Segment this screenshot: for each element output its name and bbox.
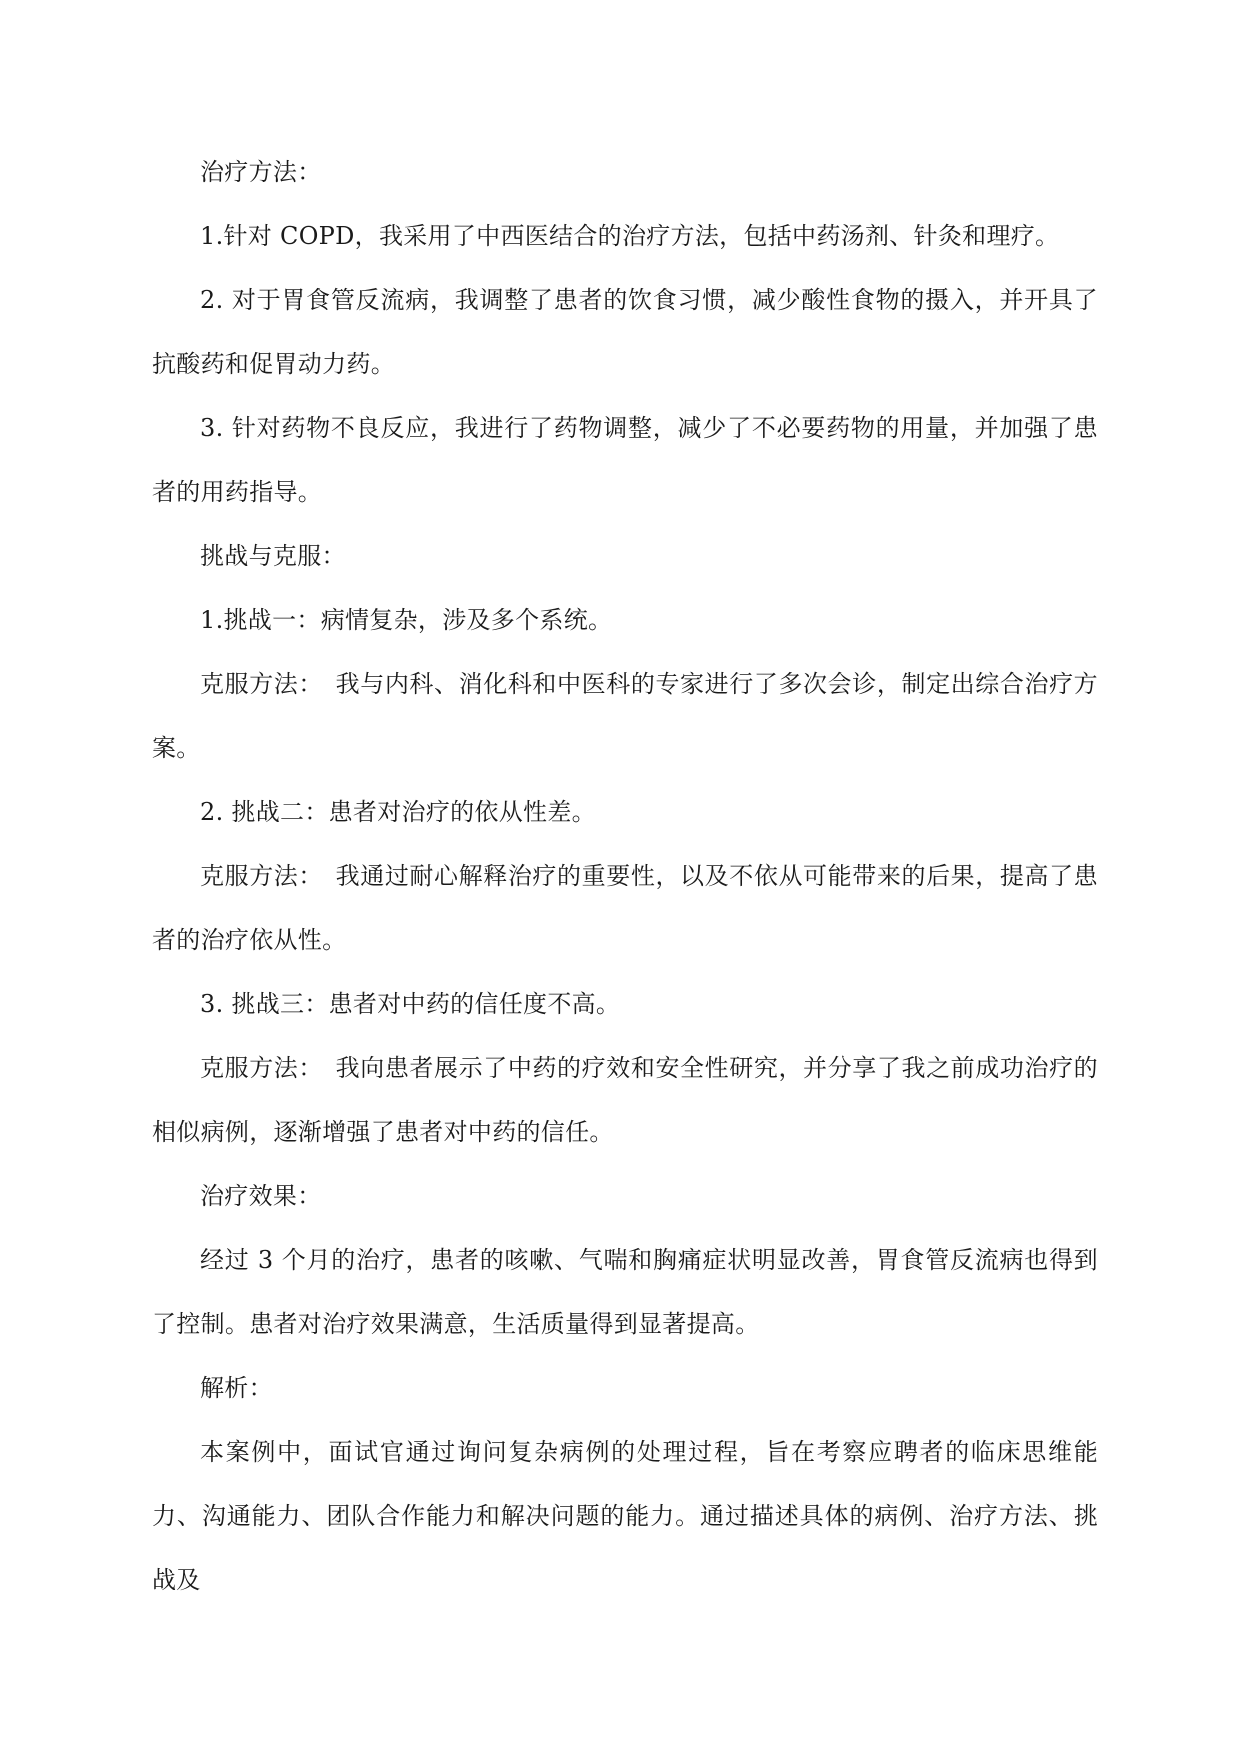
solution-1: 克服方法： 我与内科、消化科和中医科的专家进行了多次会诊，制定出综合治疗方案。 [152,670,1098,762]
treatment-item-2: 2. 对于胃食管反流病，我调整了患者的饮食习惯，减少酸性食物的摄入，并开具了抗酸药和促胃动力药。 [152,286,1098,378]
solution-2: 克服方法： 我通过耐心解释治疗的重要性，以及不依从可能带来的后果，提高了患者的治疗依从性。 [152,862,1098,954]
section-heading-treatment: 治疗方法： [200,158,322,186]
challenge-2: 2. 挑战二：患者对治疗的依从性差。 [200,798,596,826]
challenge-1: 1.挑战一：病情复杂，涉及多个系统。 [200,606,613,634]
challenge-3: 3. 挑战三：患者对中药的信任度不高。 [200,990,621,1018]
document-body [152,140,1098,1612]
section-heading-challenges: 挑战与克服： [200,542,346,570]
treatment-item-1: 1.针对 COPD，我采用了中西医结合的治疗方法，包括中药汤剂、针灸和理疗。 [200,222,1060,250]
section-heading-outcome: 治疗效果： [200,1182,322,1210]
treatment-item-3: 3. 针对药物不良反应，我进行了药物调整，减少了不必要药物的用量，并加强了患者的用药指导。 [152,414,1098,506]
analysis-paragraph: 本案例中，面试官通过询问复杂病例的处理过程，旨在考察应聘者的临床思维能力、沟通能力、团队合作能力和解决问题的能力。通过描述具体的病例、治疗方法、挑战及 [152,1438,1098,1594]
outcome-paragraph: 经过 3 个月的治疗，患者的咳嗽、气喘和胸痛症状明显改善，胃食管反流病也得到了控制。患者对治疗效果满意，生活质量得到显著提高。 [152,1246,1098,1338]
solution-3: 克服方法： 我向患者展示了中药的疗效和安全性研究，并分享了我之前成功治疗的相似病例，逐渐增强了患者对中药的信任。 [152,1054,1098,1146]
section-heading-analysis: 解析： [200,1374,273,1402]
